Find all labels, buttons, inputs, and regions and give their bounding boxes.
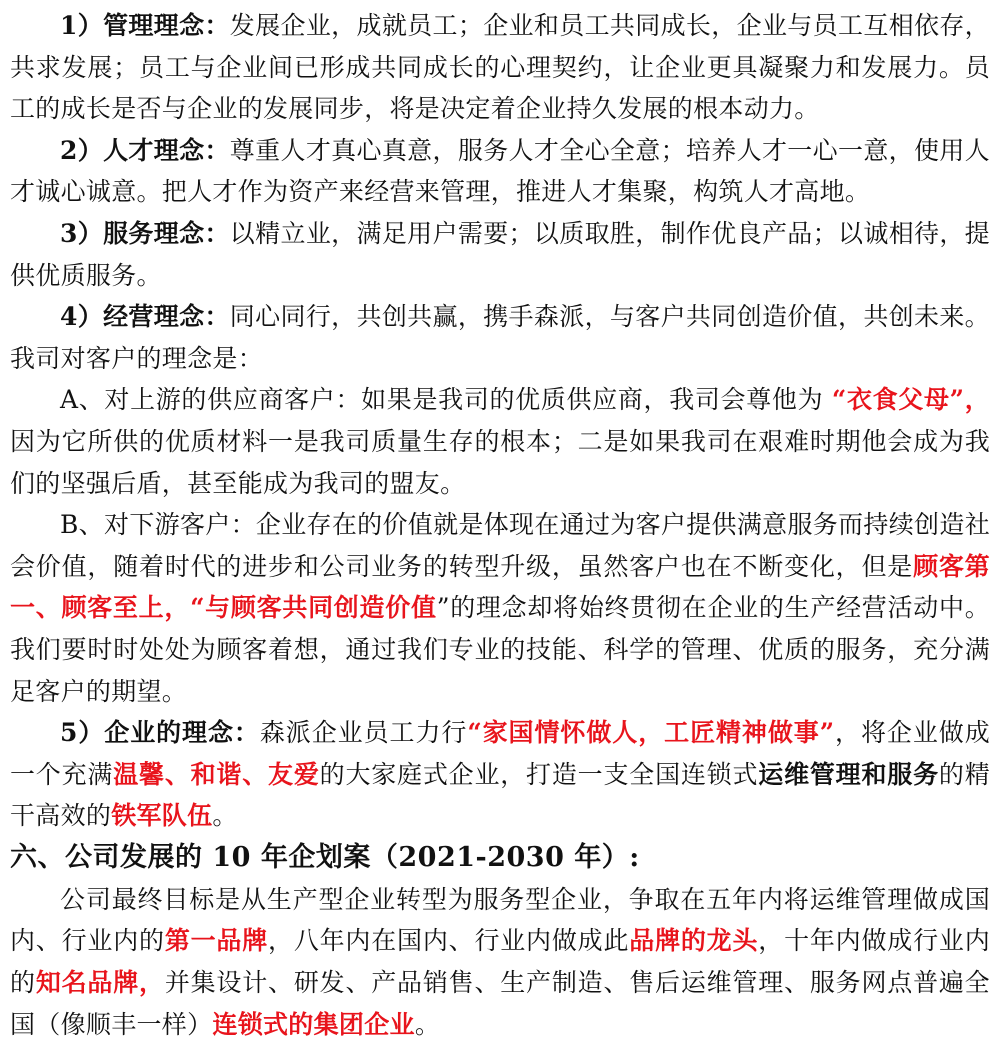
bold-text: 运维管理和服务	[758, 759, 939, 789]
highlight-text: 铁军队伍	[111, 801, 213, 831]
paragraph-ten-year-plan	[10, 879, 990, 1045]
text-run: ，将企业做成一个充满	[10, 718, 990, 789]
text-run: 公司最终目标是从生产型企业转型为服务型企业，争取在五年内将运维管理做成国内、行业内的	[10, 884, 990, 956]
highlight-text: 品牌的龙头	[629, 926, 759, 956]
paragraph-management-philosophy	[10, 5, 990, 130]
paragraph-downstream-customers	[10, 504, 990, 712]
item-label: 管理理念：	[103, 11, 230, 40]
item-number: 3）	[60, 218, 104, 248]
item-text: 发展企业，成就员工；企业和员工共同成长，企业与员工互相依存，共求发展；员工与企业间已形成共同成长的心理契约，让企业更具凝聚力和发展力。员工的成长是否与企业的发展同步，将是决定着企业持久发展的根本动力。	[10, 11, 990, 124]
highlight-text: 知名品牌，	[35, 968, 165, 998]
text-run: ”的理念却将始终贯彻在企业的生产经营活动中。我们要时时处处为顾客着想，通过我们专业的技能、科学的管理、优质的服务，充分满足客户的期望。	[10, 593, 990, 706]
item-text: 同心同行，共创共赢，携手森派，与客户共同创造价值，共创未来。我司对客户的理念是：	[10, 302, 990, 373]
paragraph-service-philosophy	[10, 213, 990, 296]
text-run: 。	[414, 1009, 441, 1039]
highlight-text: 连锁式的集团企业	[212, 1009, 415, 1039]
text-run: 。	[212, 801, 238, 831]
item-label: 企业的理念：	[104, 718, 260, 748]
item-label: 经营理念：	[103, 302, 230, 332]
item-label: 服务理念：	[103, 218, 230, 248]
paragraph-upstream-suppliers	[10, 379, 990, 504]
paragraph-talent-philosophy	[10, 130, 990, 213]
text-run: 的大家庭式企业，打造一支全国连锁式	[319, 759, 759, 789]
item-number: 5）	[60, 718, 105, 748]
highlight-text: “衣食父母”，	[831, 385, 990, 415]
item-number: 2）	[60, 135, 104, 165]
item-label: 人才理念：	[103, 135, 230, 165]
item-number: 1）	[60, 11, 104, 40]
section-heading: 六、公司发展的 10 年企划案（2021-2030 年）:	[10, 841, 640, 873]
text-run: 的精干高效的	[10, 759, 991, 831]
highlight-text: “家国情怀做人，工匠精神做事”	[467, 718, 835, 748]
text-run: A、对上游的供应商客户：如果是我司的优质供应商，我司会尊他为	[60, 385, 832, 415]
text-run: B、对下游客户：企业存在的价值就是体现在通过为客户提供满意服务而持续创造社会价值，随着时代的进步和公司业务的转型升级，虽然客户也在不断变化，但是	[10, 510, 990, 581]
item-text: 以精立业，满足用户需要；以质取胜，制作优良产品；以诚相待，提供优质服务。	[10, 218, 990, 290]
highlight-text: 温馨、和谐、友爱	[113, 759, 320, 789]
text-run: 森派企业员工力行	[259, 718, 468, 748]
text-run: ，八年内在国内、行业内做成此	[268, 926, 630, 956]
highlight-text: 第一品牌	[164, 926, 269, 956]
text-run: ，十年内做成行业内的	[10, 926, 990, 998]
highlight-text: 顾客第一、顾客至上，“与顾客共同创造价值	[10, 551, 990, 623]
paragraph-business-philosophy	[10, 296, 990, 379]
document-page	[0, 5, 1000, 1039]
item-text: 尊重人才真心真意，服务人才全心全意；培养人才一心一意，使用人才诚心诚意。把人才作为资产来经营来管理，推进人才集聚，构筑人才高地。	[10, 135, 990, 207]
paragraph-enterprise-philosophy	[10, 712, 990, 837]
text-run: 因为它所供的优质材料一是我司质量生存的根本；二是如果我司在艰难时期他会成为我们的坚强后盾，甚至能成为我司的盟友。	[10, 426, 990, 498]
text-run: 并集设计、研发、产品销售、生产制造、售后运维管理、服务网点普遍全国（像顺丰一样）	[10, 968, 990, 1039]
item-number: 4）	[60, 302, 104, 332]
